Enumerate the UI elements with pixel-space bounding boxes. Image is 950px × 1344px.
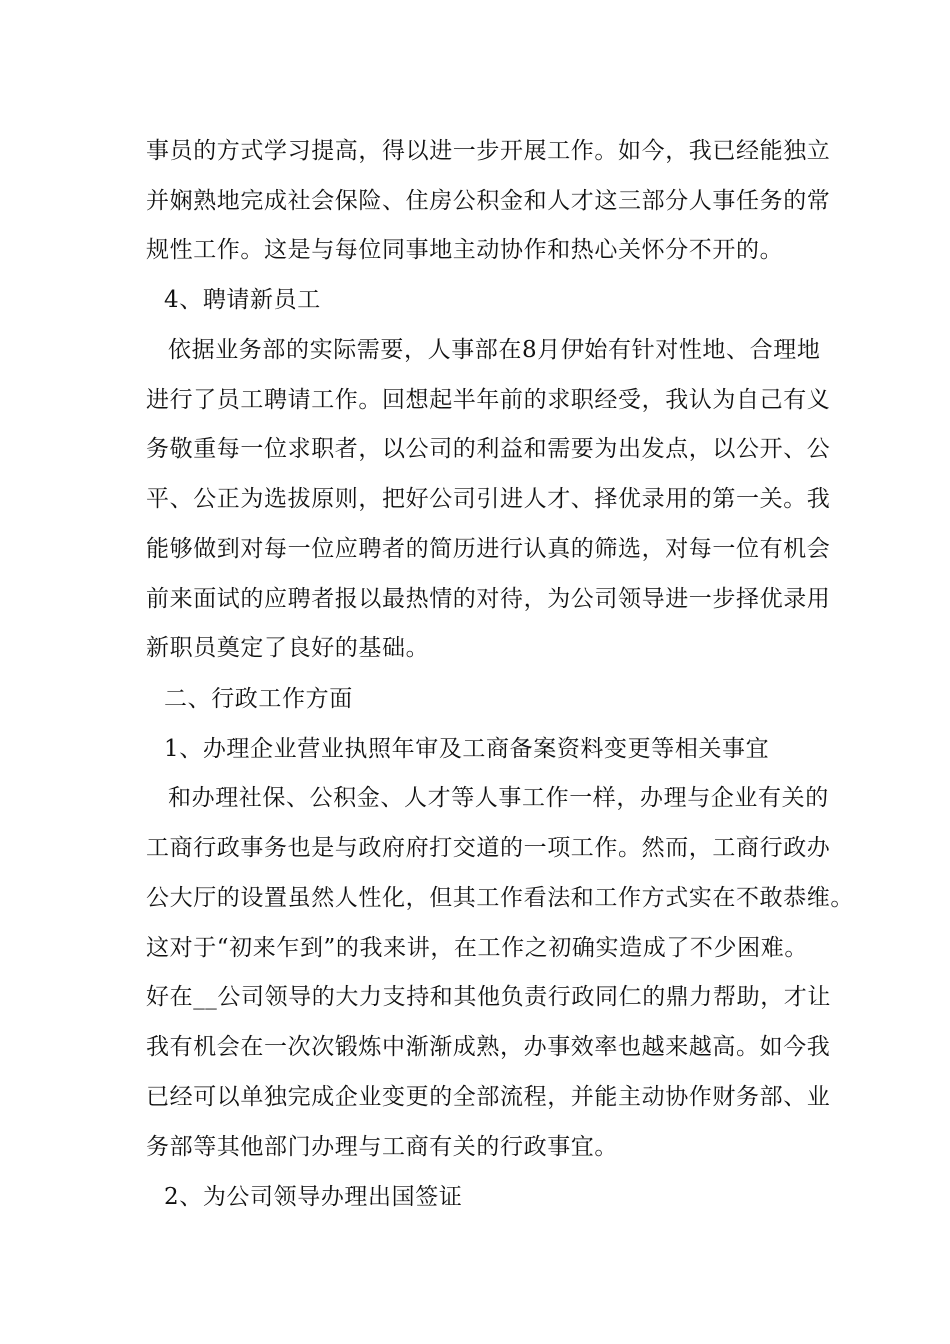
body-text-line: 新职员奠定了良好的基础。: [146, 635, 430, 661]
body-text-line: 并娴熟地完成社会保险、住房公积金和人才这三部分人事任务的常: [146, 188, 831, 214]
body-text-line: 务敬重每一位求职者，以公司的利益和需要为出发点，以公开、公: [146, 436, 831, 462]
body-text-line: 事员的方式学习提高，得以进一步开展工作。如今，我已经能独立: [146, 138, 831, 164]
body-text-line: 公大厅的设置虽然人性化，但其工作看法和工作方式实在不敢恭维。: [146, 885, 854, 911]
body-text-line: 我有机会在一次次锻炼中渐渐成熟，办事效率也越来越高。如今我: [146, 1034, 831, 1060]
body-text-line: 规性工作。这是与每位同事地主动协作和热心关怀分不开的。: [146, 237, 784, 263]
body-text-line: 这对于“初来乍到”的我来讲，在工作之初确实造成了不少困难。: [146, 935, 808, 961]
subsection-heading: 1、办理企业营业执照年审及工商备案资料变更等相关事宜: [164, 736, 770, 762]
body-text-line: 已经可以单独完成企业变更的全部流程，并能主动协作财务部、业: [146, 1084, 831, 1110]
section-heading: 二、行政工作方面: [164, 686, 353, 712]
subsection-heading: 2、为公司领导办理出国签证: [164, 1184, 463, 1210]
body-text-line: 好在__公司领导的大力支持和其他负责行政同仁的鼎力帮助，才让: [146, 984, 831, 1010]
body-text-line: 进行了员工聘请工作。回想起半年前的求职经受，我认为自己有义: [146, 387, 831, 413]
body-text-line: 平、公正为选拔原则，把好公司引进人才、择优录用的第一关。我: [146, 486, 831, 512]
body-text-line: 务部等其他部门办理与工商有关的行政事宜。: [146, 1134, 618, 1160]
body-text-line: 工商行政事务也是与政府府打交道的一项工作。然而，工商行政办: [146, 835, 831, 861]
body-text-line: 和办理社保、公积金、人才等人事工作一样，办理与企业有关的: [168, 785, 829, 811]
body-text-line: 前来面试的应聘者报以最热情的对待，为公司领导进一步择优录用: [146, 586, 831, 612]
section-heading: 4、聘请新员工: [164, 287, 321, 313]
body-text-line: 依据业务部的实际需要，人事部在8月伊始有针对性地、合理地: [168, 337, 821, 363]
body-text-line: 能够做到对每一位应聘者的简历进行认真的筛选，对每一位有机会: [146, 536, 831, 562]
